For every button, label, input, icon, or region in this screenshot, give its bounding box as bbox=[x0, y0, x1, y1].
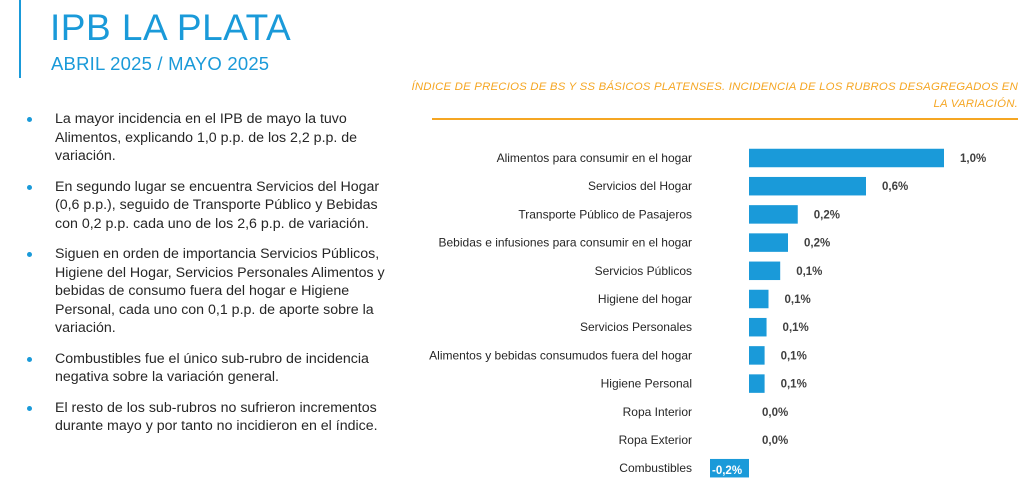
bar bbox=[749, 205, 798, 224]
page-subtitle: ABRIL 2025 / MAYO 2025 bbox=[51, 53, 270, 74]
bar bbox=[749, 374, 765, 393]
category-label: Higiene del hogar bbox=[597, 292, 692, 306]
bar bbox=[749, 177, 866, 196]
value-label: 0,1% bbox=[784, 294, 811, 306]
value-label: 0,1% bbox=[780, 350, 807, 363]
value-label: 0,2% bbox=[813, 209, 840, 222]
category-label: Higiene Personal bbox=[600, 376, 692, 391]
value-label: 0,1% bbox=[796, 265, 823, 278]
value-label: 0,6% bbox=[882, 181, 909, 194]
value-label: 1,0% bbox=[960, 153, 987, 165]
category-label: Combustibles bbox=[619, 461, 692, 476]
value-label: 0,0% bbox=[762, 406, 789, 419]
bullet-item: El resto de los sub-rubros no sufrieron incrementos durante mayo y por tanto no incidieron en el índice. bbox=[26, 399, 398, 436]
bar bbox=[749, 262, 780, 281]
bar bbox=[749, 149, 944, 168]
bar bbox=[749, 233, 788, 252]
category-label: Servicios Públicos bbox=[594, 263, 692, 278]
category-label: Servicios del Hogar bbox=[587, 179, 692, 194]
bar bbox=[749, 346, 765, 365]
bullet-item: En segundo lugar se encuentra Servicios del Hogar (0,6 p.p.), seguido de Transporte Público y Bebidas con 0,2 p.p. cada uno de los 2,6 p.p. de variación. bbox=[26, 178, 398, 234]
category-label: Alimentos y bebidas consumudos fuera del hogar bbox=[429, 348, 692, 363]
bar bbox=[749, 318, 767, 337]
value-label: 0,0% bbox=[762, 435, 789, 447]
value-label: 0,1% bbox=[782, 322, 809, 335]
value-label: 0,2% bbox=[804, 237, 831, 250]
bullet-item: La mayor incidencia en el IPB de mayo la tuvo Alimentos, explicando 1,0 p.p. de los 2,2 p.p. de variación. bbox=[26, 110, 398, 166]
page-title: IPB LA PLATA bbox=[50, 7, 292, 48]
bullet-item: Siguen en orden de importancia Servicios Públicos, Higiene del Hogar, Servicios Personales Alimentos y bebidas de consumo fuera del hogar e Higiene Personal, cada uno con 0,1 p.p. de aporte sobre la variación. bbox=[26, 245, 398, 338]
bullet-item: Combustibles fue el único sub-rubro de incidencia negativa sobre la variación general. bbox=[26, 350, 398, 387]
category-label: Servicios Personales bbox=[579, 320, 692, 335]
category-label: Ropa Interior bbox=[622, 404, 692, 419]
value-label: 0,1% bbox=[780, 378, 807, 391]
category-label: Ropa Exterior bbox=[618, 433, 692, 447]
category-label: Transporte Público de Pasajeros bbox=[518, 207, 692, 222]
category-label: Bebidas e infusiones para consumir en el hogar bbox=[438, 235, 692, 250]
bar bbox=[749, 290, 769, 309]
value-label: -0,2% bbox=[712, 465, 743, 478]
chart-title: ÍNDICE DE PRECIOS DE BS Y SS BÁSICOS PLATENSES. INCIDENCIA DE LOS RUBROS DESAGREGADOS EN LA VARIACIÓN. bbox=[411, 81, 1018, 110]
category-label: Alimentos para consumir en el hogar bbox=[496, 151, 692, 165]
